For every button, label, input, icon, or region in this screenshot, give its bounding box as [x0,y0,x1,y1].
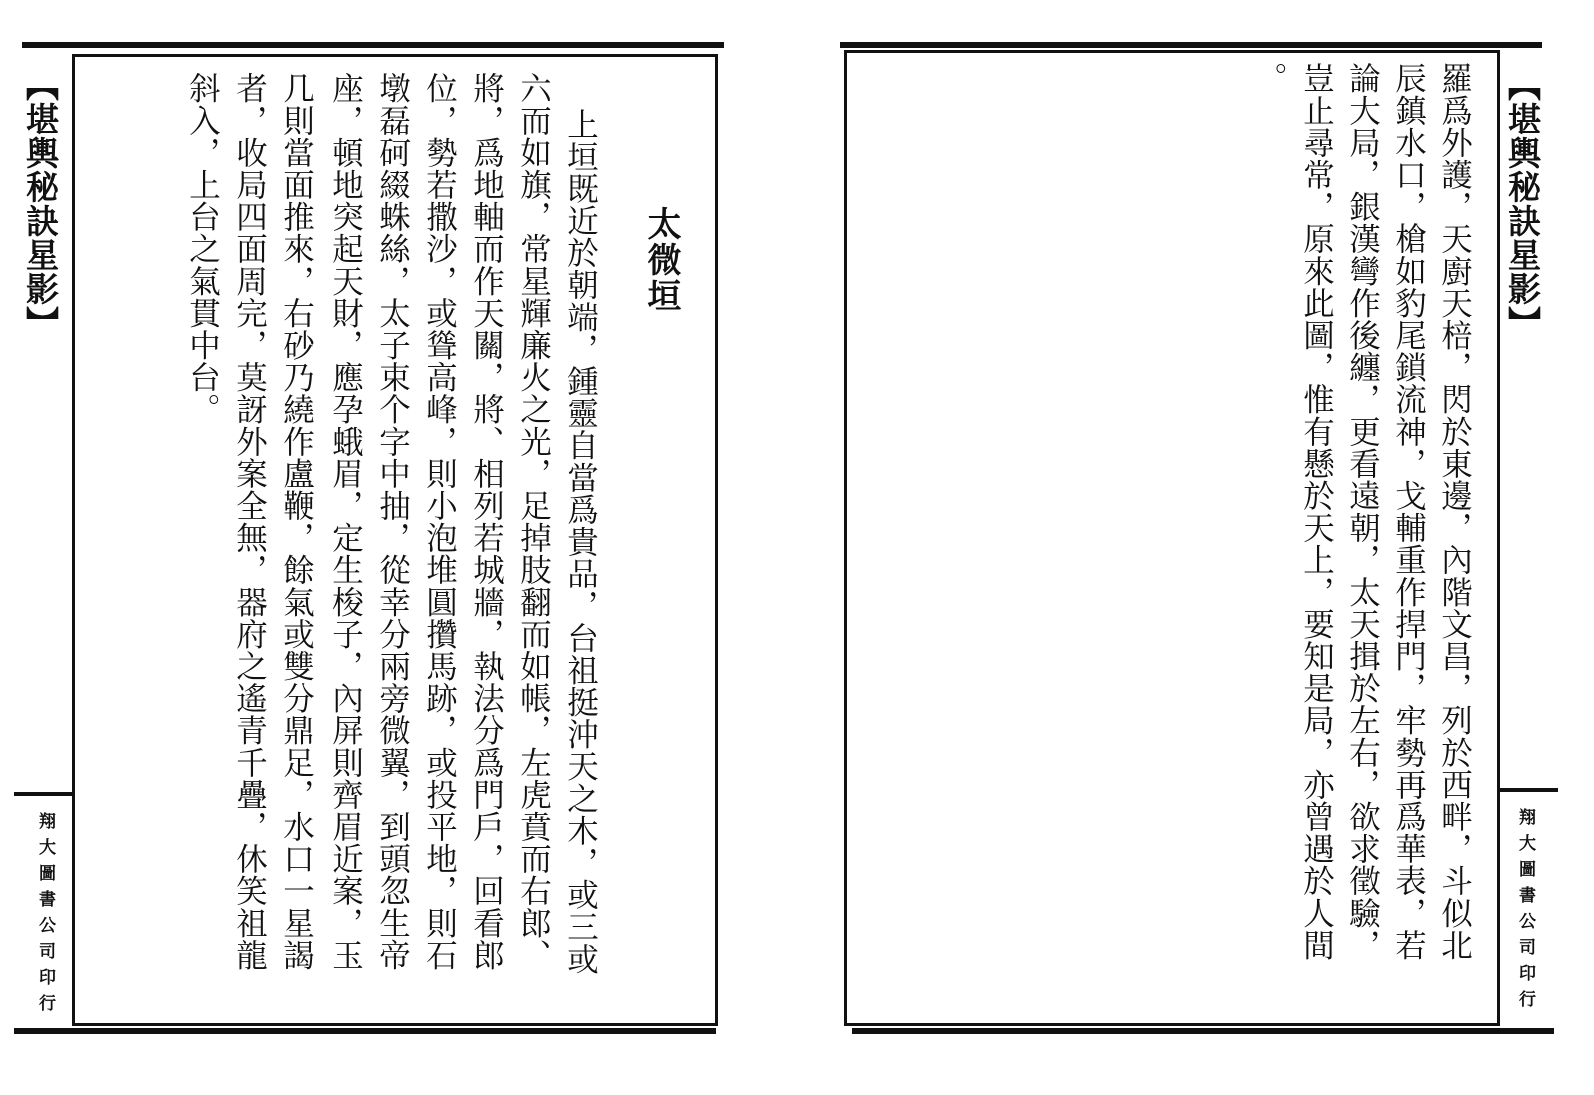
right-bottom-rule [852,1028,1554,1034]
right-margin-rule [1498,788,1558,792]
left-text-column-8: 者，收局四面周完，莫訝外案全無，器府之遙青千疊，休笑祖龍 [231,72,268,971]
left-book-title: 【堪輿秘訣星影】 [21,68,60,340]
right-page [800,0,1594,1095]
left-text-column-3: 將，爲地軸而作天關，將、相列若城牆，執法分爲門戶，回看郎 [468,72,505,971]
left-text-column-2: 六而如旗，常星輝廉火之光，足掉肢翻而如帳，左虎賁而右郎、 [515,72,552,971]
left-text-column-4: 位，勢若撒沙，或聳高峰，則小泡堆圓攢馬跡，或投平地，則石 [421,72,458,971]
left-publisher: 翔大圖書公司印行 [35,812,55,1020]
right-book-title: 【堪輿秘訣星影】 [1503,68,1542,340]
right-text-column-1: 羅爲外護，天廚天棓，閃於東邊，內階文昌，列於西畔，斗似北 [1436,62,1473,961]
right-publisher: 翔大圖書公司印行 [1515,808,1535,1016]
left-top-rule [22,42,724,48]
right-text-column-5: 。 [1251,62,1288,95]
left-text-column-5: 墩磊砢綴蛛絲，太子束个字中抽，從幸分兩旁微翼，到頭忽生帝 [374,72,411,971]
right-top-rule [840,42,1542,48]
left-text-column-6: 座，頓地突起天財，應孕蛾眉，定生梭子，內屏則齊眉近案，玉 [327,72,364,971]
left-text-column-7: 几則當面推來，右砂乃繞作盧鞭，餘氣或雙分鼎足，水口一星謁 [278,72,315,971]
section-heading: 太微垣 [641,206,681,314]
left-text-column-9: 斜入，上台之氣貫中台。 [184,72,221,426]
left-text-column-1: 上垣既近於朝端，鍾靈自當爲貴品，台祖挺沖天之木，或三或 [562,108,599,975]
left-margin-rule [14,792,74,796]
left-bottom-rule [14,1028,716,1034]
right-text-column-2: 辰鎮水口，槍如豹尾鎖流神，戈輔重作捍門，牢勢再爲華表，若 [1390,62,1427,961]
right-text-column-4: 豈止尋常，原來此圖，惟有懸於天上，要知是局，亦曾遇於人間 [1298,62,1335,961]
right-text-column-3: 論大局，銀漢彎作後纏，更看遠朝，太天揖於左右，欲求徵驗， [1344,62,1381,961]
